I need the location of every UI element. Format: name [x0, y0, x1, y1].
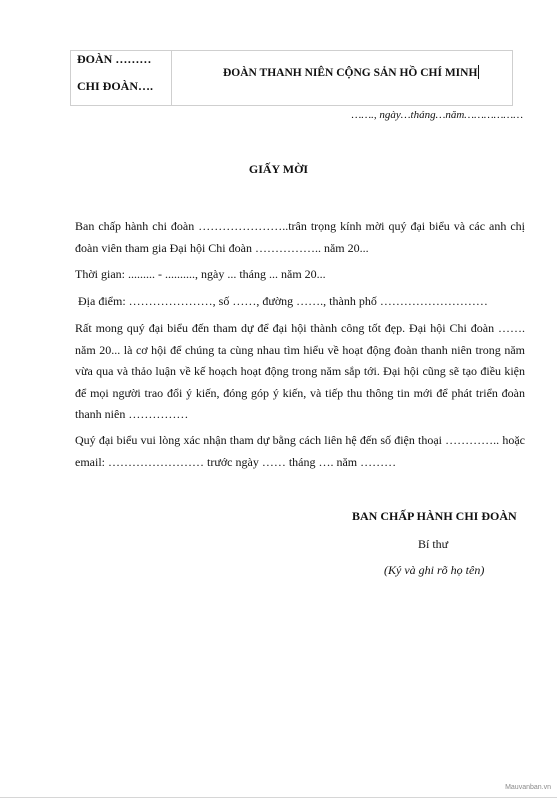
date-line: ……., ngày…tháng…năm……………… [351, 109, 523, 121]
header-union-name: ĐOÀN ……… [77, 52, 152, 66]
time-paragraph: Thời gian: ......... - .........., ngày ... tháng ... năm 20... [75, 267, 326, 281]
place-paragraph: Địa điểm: …………………, số ……, đường ……., thành phố ……………………… [78, 294, 488, 308]
header-organization-text: ĐOÀN THANH NIÊN CỘNG SẢN HỒ CHÍ MINH [223, 67, 478, 79]
document-title: GIẤY MỜI [248, 162, 309, 176]
confirmation-paragraph: Quý đại biểu vui lòng xác nhận tham dự bằng cách liên hệ đến số điện thoại ………….. hoặc email: …………………… trước ngày …… tháng …. năm ……… [75, 433, 525, 469]
page-bottom-divider [0, 797, 557, 798]
signature-role: Bí thư [418, 537, 449, 551]
header-table [70, 50, 513, 106]
hope-paragraph: Rất mong quý đại biểu đến tham dự để đại hội thành công tốt đẹp. Đại hội Chi đoàn ……. năm 20... là cơ hội để chúng ta cùng nhau tìm hiểu về hoạt động đoàn thanh niên trong năm vừa qua và thảo luận về kế hoạch hoạt động trong năm sắp tới. Đại hội cũng sẽ tạo điều kiện để mọi người trao đổi ý kiến, đóng góp ý kiến, và tiếp thu thông tin mới để phát triển đoàn thanh niên …………… [75, 321, 525, 421]
signature-title: BAN CHẤP HÀNH CHI ĐOÀN [352, 509, 517, 523]
header-divider [171, 51, 172, 105]
text-cursor [478, 65, 479, 79]
signature-note: (Ký và ghi rõ họ tên) [384, 563, 485, 577]
header-branch-name: CHI ĐOÀN…. [77, 79, 154, 93]
watermark: Mauvanban.vn [505, 784, 551, 791]
invitation-paragraph: Ban chấp hành chi đoàn …………………..trân trọng kính mời quý đại biểu và các anh chị đoàn viên tham gia Đại hội Chi đoàn …………….. năm 20... [75, 219, 525, 255]
header-organization[interactable] [223, 65, 479, 79]
